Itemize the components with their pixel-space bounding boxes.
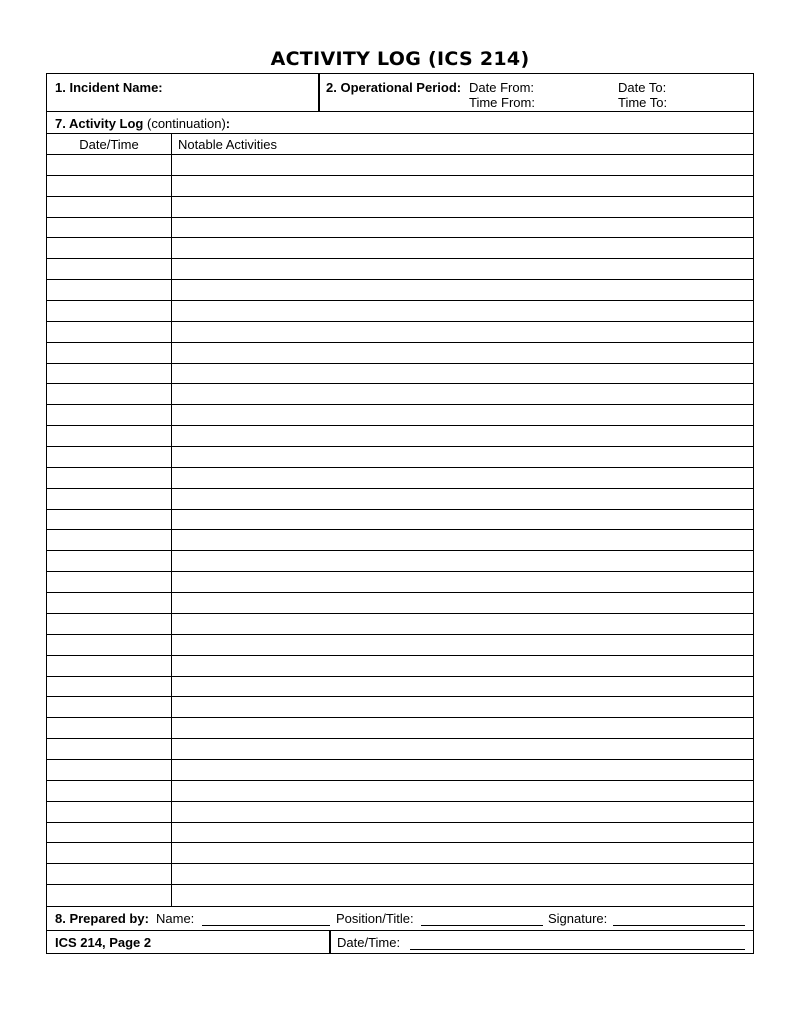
time-to-label: Time To:	[618, 95, 668, 110]
table-row[interactable]	[47, 718, 753, 739]
table-row[interactable]	[47, 864, 753, 885]
form-id-label: ICS 214, Page 2	[55, 935, 152, 950]
signature-field[interactable]	[613, 925, 745, 926]
form-footer	[47, 931, 753, 953]
table-row[interactable]	[47, 384, 753, 405]
table-header-row	[47, 134, 753, 155]
table-row[interactable]	[47, 635, 753, 656]
table-row[interactable]	[47, 238, 753, 259]
table-row[interactable]	[47, 468, 753, 489]
form-title: ACTIVITY LOG (ICS 214)	[270, 48, 530, 70]
table-row[interactable]	[47, 843, 753, 864]
table-row[interactable]	[47, 343, 753, 364]
table-row[interactable]	[47, 405, 753, 426]
column-header-notable-activities: Notable Activities	[178, 137, 277, 152]
table-row[interactable]	[47, 176, 753, 197]
activity-log-label-colon: :	[225, 116, 231, 131]
table-row[interactable]	[47, 572, 753, 593]
form-header	[47, 74, 753, 112]
activity-log-label	[55, 116, 230, 131]
time-from-label: Time From:	[469, 95, 535, 110]
table-row[interactable]	[47, 259, 753, 280]
table-row[interactable]	[47, 510, 753, 531]
table-row[interactable]	[47, 614, 753, 635]
table-row[interactable]	[47, 760, 753, 781]
table-row[interactable]	[47, 739, 753, 760]
table-row[interactable]	[47, 155, 753, 176]
name-field[interactable]	[202, 925, 330, 926]
datetime-field[interactable]	[410, 949, 745, 950]
table-row[interactable]	[47, 656, 753, 677]
date-to-label: Date To:	[618, 80, 667, 95]
table-row[interactable]	[47, 551, 753, 572]
table-row[interactable]	[47, 447, 753, 468]
activity-log-title	[47, 112, 753, 134]
position-title-field[interactable]	[421, 925, 543, 926]
table-row[interactable]	[47, 823, 753, 844]
datetime-label: Date/Time:	[337, 935, 401, 950]
prepared-by-label: 8. Prepared by:	[55, 911, 149, 926]
table-row[interactable]	[47, 301, 753, 322]
table-row[interactable]	[47, 593, 753, 614]
position-title-label: Position/Title:	[336, 911, 414, 926]
table-row[interactable]	[47, 697, 753, 718]
name-label: Name:	[156, 911, 195, 926]
table-row[interactable]	[47, 781, 753, 802]
date-from-label: Date From:	[469, 80, 535, 95]
operational-period-label: 2. Operational Period:	[326, 80, 462, 95]
table-row[interactable]	[47, 531, 753, 552]
table-row[interactable]	[47, 280, 753, 301]
incident-name-label: 1. Incident Name:	[55, 80, 163, 95]
table-row[interactable]	[47, 802, 753, 823]
prepared-by-section	[47, 906, 753, 931]
table-row[interactable]	[47, 197, 753, 218]
table-row[interactable]	[47, 426, 753, 447]
header-divider	[318, 74, 320, 111]
signature-label: Signature:	[548, 911, 608, 926]
column-header-datetime: Date/Time	[79, 137, 139, 152]
activity-log-form	[46, 73, 754, 954]
footer-divider	[329, 931, 331, 953]
table-row[interactable]	[47, 322, 753, 343]
table-row[interactable]	[47, 677, 753, 698]
activity-log-label-continuation: (continuation)	[147, 116, 226, 131]
activity-log-table	[47, 134, 753, 906]
table-row[interactable]	[47, 364, 753, 385]
activity-log-label-bold: 7. Activity Log	[55, 116, 144, 131]
table-row[interactable]	[47, 489, 753, 510]
table-row[interactable]	[47, 218, 753, 239]
table-row[interactable]	[47, 885, 753, 906]
